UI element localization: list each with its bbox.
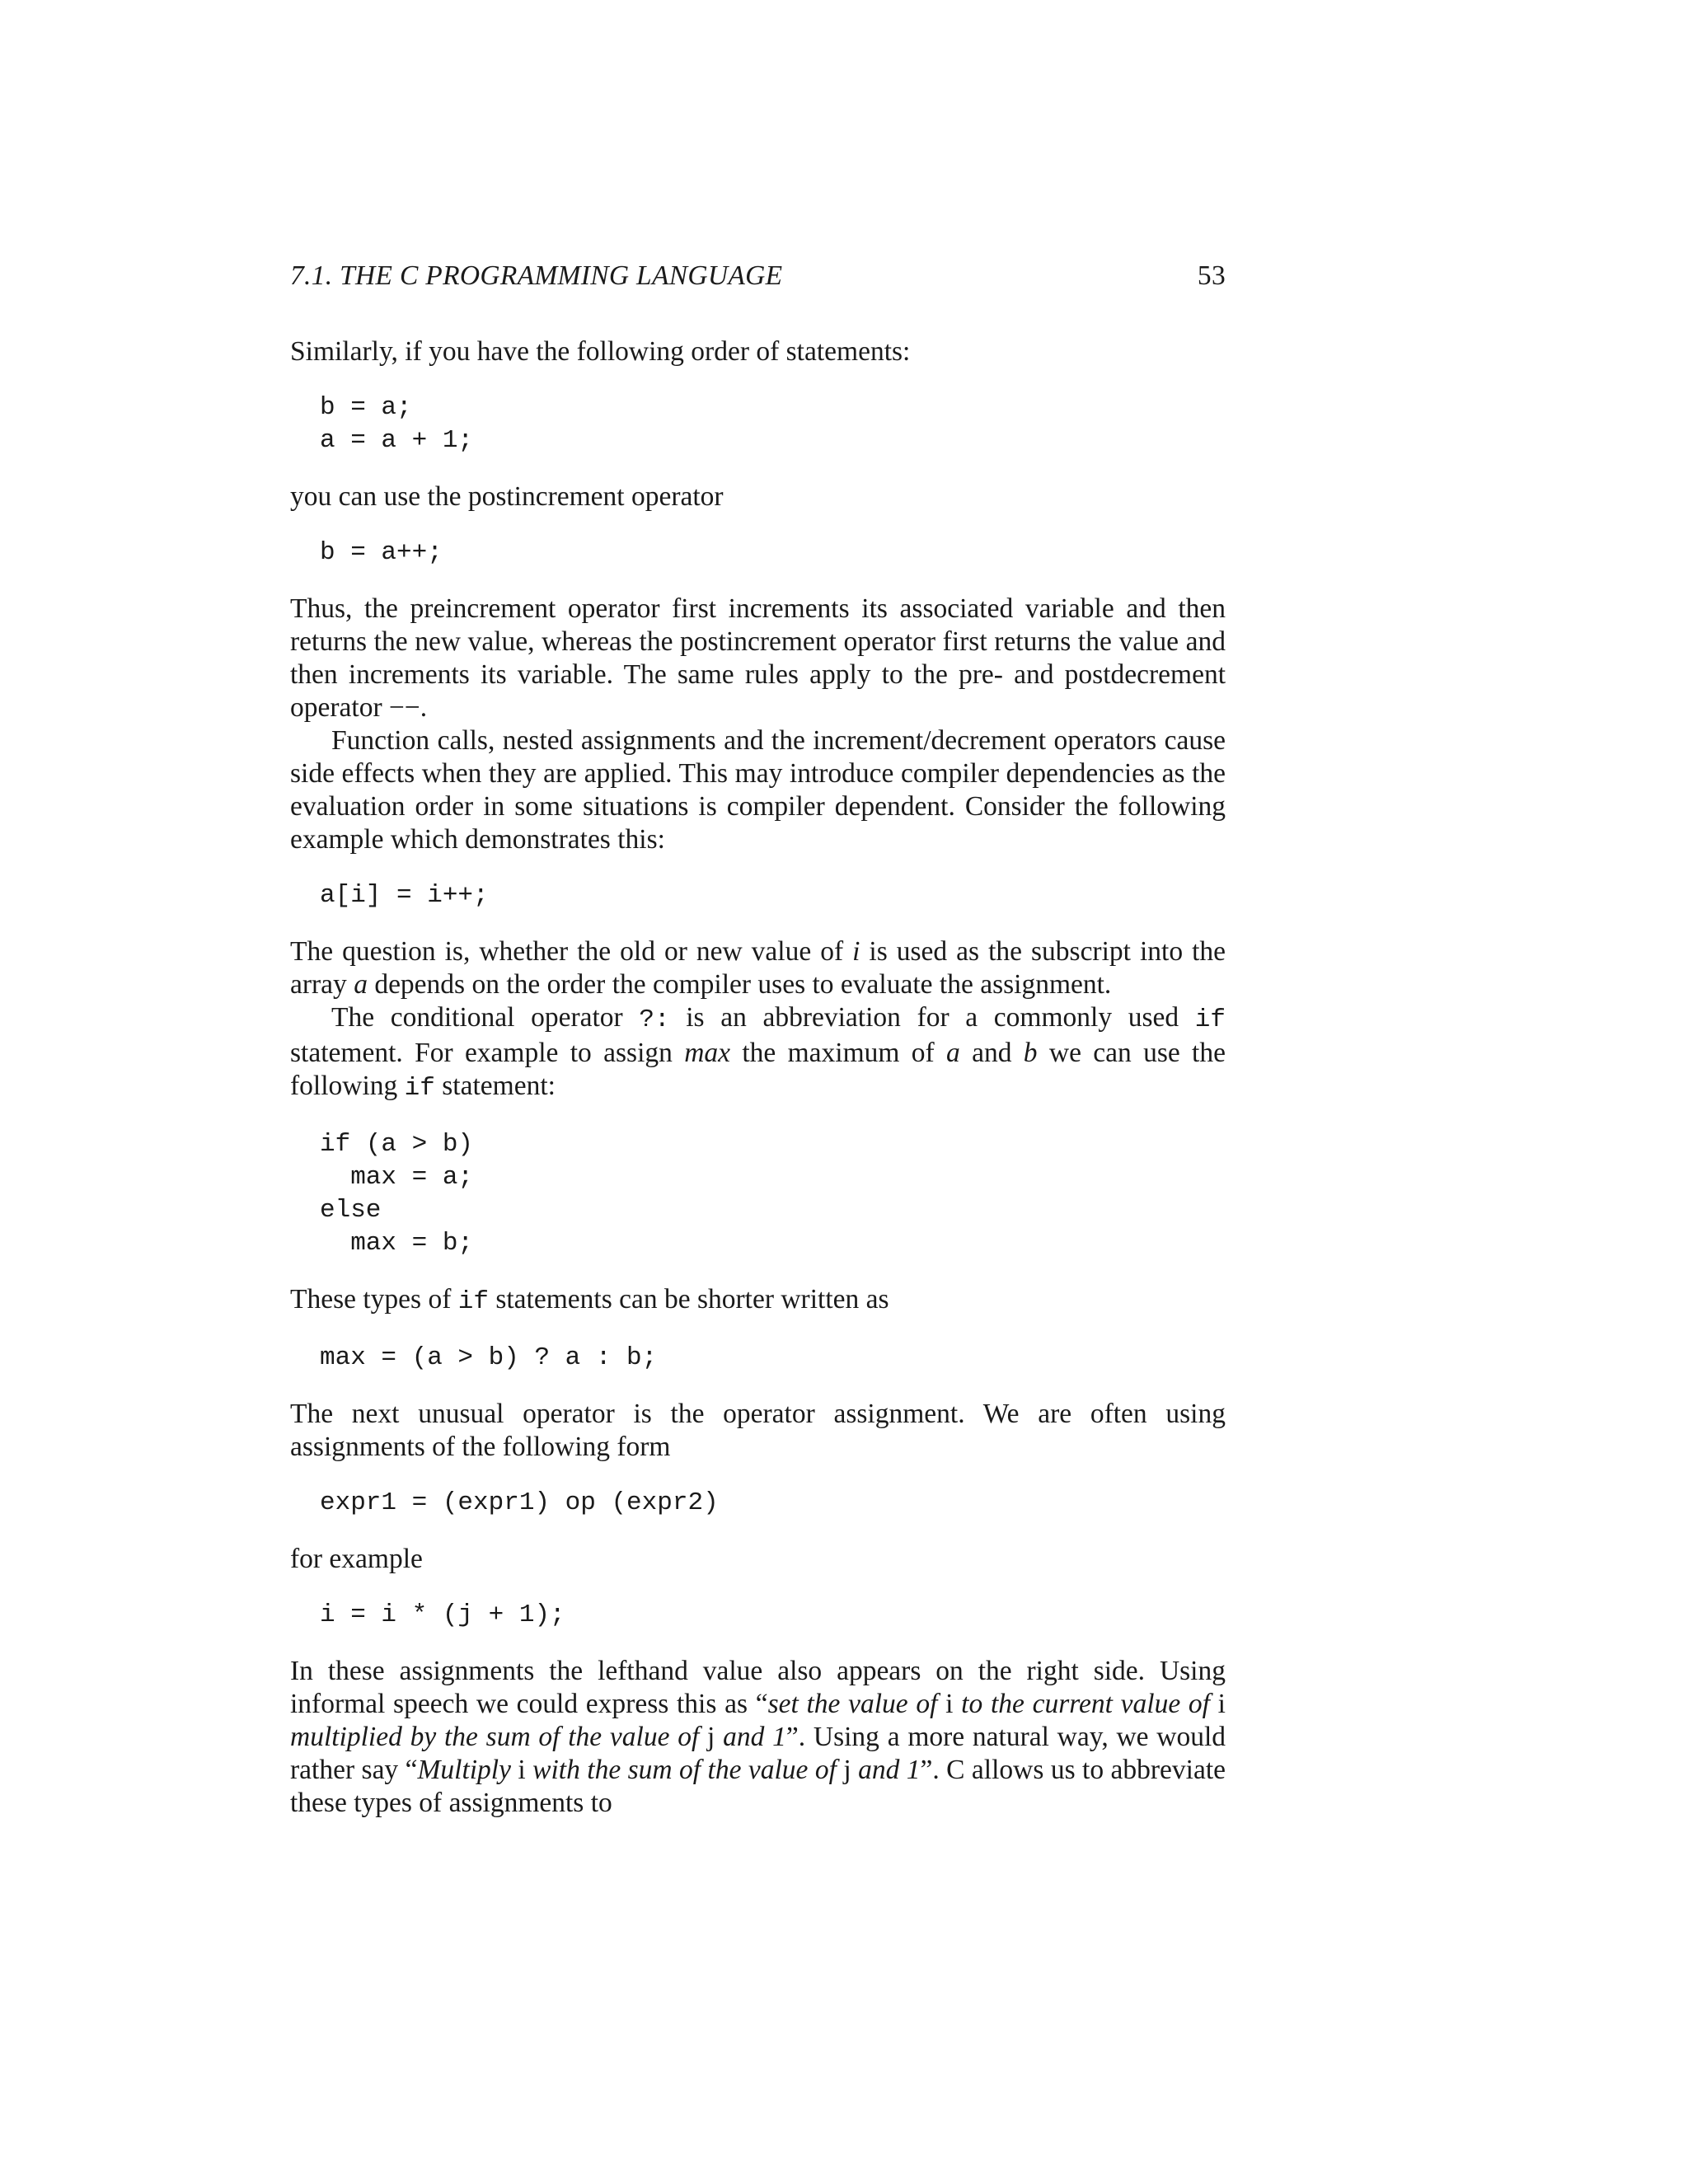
- paragraph-5: The question is, whether the old or new value of i is used as the subscript into the array a depends on the order the compiler uses to evaluate the assignment.: [290, 936, 1226, 1000]
- section-title: 7.1. THE C PROGRAMMING LANGUAGE: [290, 260, 783, 291]
- paragraph-7: These types of if statements can be shorter written as: [290, 1284, 889, 1316]
- paragraph-6: The conditional operator ?: is an abbreviation for a commonly used if statement. For example to assign max the maximum of a and b we can use the following if statement:: [290, 1002, 1226, 1103]
- code-block-6: expr1 = (expr1) op (expr2): [320, 1488, 719, 1517]
- paragraph-4: Function calls, nested assignments and the increment/decrement operators cause side effects when they are applied. This may introduce compiler dependencies as the evaluation order in some situations is compiler dependent. Consider the following example which demonstrates this:: [290, 725, 1226, 855]
- running-header: [290, 260, 1226, 293]
- code-block-7: i = i * (j + 1);: [320, 1601, 565, 1629]
- page-number: 53: [1197, 260, 1226, 291]
- paragraph-8: The next unusual operator is the operator assignment. We are often using assignments of the following form: [290, 1399, 1226, 1462]
- code-block-2: b = a++;: [320, 538, 443, 567]
- code-block-4: if (a > b) max = a; else max = b;: [320, 1130, 474, 1258]
- paragraph-9: for example: [290, 1544, 423, 1574]
- paragraph-3: Thus, the preincrement operator first increments its associated variable and then returns the new value, whereas the postincrement operator first returns the value and then increments its variable. The same rules apply to the pre- and postdecrement operator −−.: [290, 593, 1226, 723]
- page: [290, 260, 1226, 1820]
- code-block-3: a[i] = i++;: [320, 881, 489, 910]
- code-block-1: b = a; a = a + 1;: [320, 393, 474, 455]
- paragraph-10: In these assignments the lefthand value also appears on the right side. Using informal speech we could express this as “set the value of i to the current value of i multiplied by the sum of the value of j and 1”. Using a more natural way, we would rather say “Multiply i with the sum of the value of j and 1”. C allows us to abbreviate these types of assignments to: [290, 1656, 1226, 1818]
- paragraph-1: Similarly, if you have the following order of statements:: [290, 336, 911, 367]
- paragraph-2: you can use the postincrement operator: [290, 481, 724, 512]
- code-block-5: max = (a > b) ? a : b;: [320, 1343, 658, 1372]
